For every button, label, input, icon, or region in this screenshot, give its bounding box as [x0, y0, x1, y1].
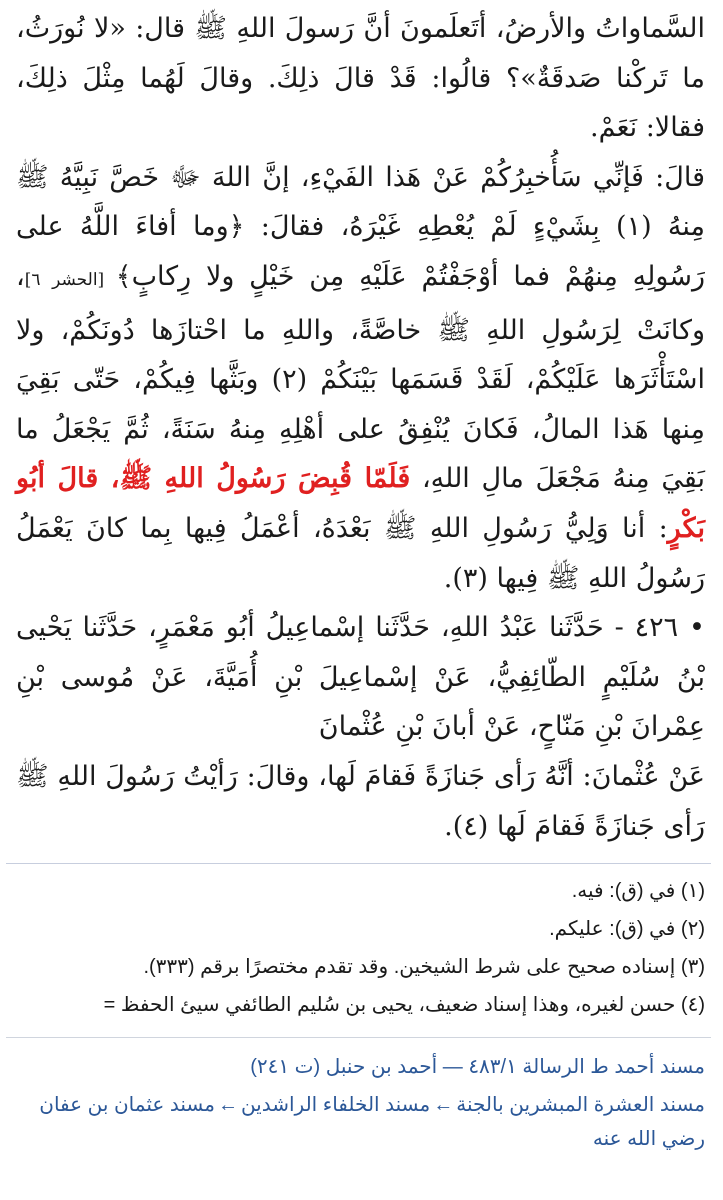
- breadcrumb-item-khulafa[interactable]: مسند الخلفاء الراشدين: [240, 1094, 431, 1117]
- book-citation-link[interactable]: [16, 1050, 705, 1084]
- footnote-3: (٣) إسناده صحيح على شرط الشيخين. وقد تقدم مختصرًا برقم (٣٣٣).: [143, 956, 705, 979]
- footnote-4: (٤) حسن لغيره، وهذا إسناد ضعيف، يحيى بن سُليم الطائفي سيئ الحفظ =: [103, 994, 705, 1017]
- paragraph-2: [16, 153, 705, 603]
- hadith-text: [16, 0, 705, 851]
- breadcrumb-item-ashara[interactable]: مسند العشرة المبشرين بالجنة: [456, 1094, 705, 1117]
- arrow-left-icon: ←: [433, 1094, 454, 1117]
- quran-verse: ﴿وما أفاءَ اللَّهُ على رَسُولِهِ مِنهُمْ فما أوْجَفْتُمْ عَلَيْهِ مِن خَيْلٍ ولا رِكابٍ﴾: [16, 211, 705, 292]
- footnote-1: (١) في (ق): فيه.: [571, 880, 705, 903]
- highlighted-text: فَلَمّا قُبِضَ رَسُولُ اللهِ ﷺ، قالَ أبُو بَكْرٍ: [16, 463, 705, 544]
- arrow-left-icon: ←: [217, 1094, 238, 1117]
- footnote-divider: [6, 863, 711, 864]
- paragraph-2-part-b: ، وكانَتْ لِرَسُولِ اللهِ ﷺ خاصَّةً، واللهِ ما احْتازَها دُونَكُمْ، ولا اسْتَأْثَرَها عَلَيْكُمْ، لَقَدْ قَسَمَها بَيْنَكُمْ (٢) وبَثَّها فِيكُمْ، حَتّى بَقِيَ مِنها هَذا المالُ، فَكانَ يُنْفِقُ على أهْلِهِ مِنهُ سَنَةً، ثُمَّ يَجْعَلُ ما بَقِيَ مِنهُ مَجْعَلَ مالِ اللهِ،: [16, 260, 706, 495]
- source-divider: [6, 1037, 711, 1038]
- verse-reference: [الحشر ٦]: [24, 269, 116, 290]
- footnotes: [16, 874, 705, 1023]
- book-citation[interactable]: مسند أحمد ط الرسالة ٤٨٣/١ — أحمد بن حنبل (ت ٢٤١): [250, 1056, 705, 1079]
- paragraph-1: السَّماواتُ والأرضُ، أتَعلَمونَ أنَّ رَسولَ اللهِ ﷺ قال: «لا نُورَثُ، ما تَركْنا صَدقَةٌ»؟ قالُوا: قَدْ قالَ ذلِكَ. وقالَ لَهُما مِثْلَ ذلِكَ، فقالا: نَعَمْ.: [16, 13, 705, 144]
- paragraph-2-part-a: قالَ: فَإنِّي سَأُخبِرُكُمْ عَنْ هَذا الفَيْءِ، إنَّ اللهَ ﷻ خَصَّ نَبِيَّهُ ﷺ مِنهُ (١) بِشَيْءٍ لَمْ يُعْطِهِ غَيْرَهُ، فقالَ:: [16, 161, 706, 243]
- hadith-426-chain: • ٤٢٦ - حَدَّثَنا عَبْدُ اللهِ، حَدَّثَنا إسْماعِيلُ أبُو مَعْمَرٍ، حَدَّثَنا يَحْيى بْنُ سُلَيْمٍ الطّائِفِيُّ، عَنْ إسْماعِيلَ بْنِ أُمَيَّةَ، عَنْ مُوسى بْنِ عِمْرانَ بْنِ مَنّاحٍ، عَنْ أبانَ بْنِ عُثْمانَ: [16, 612, 705, 743]
- paragraph-2-part-c: : أنا وَلِيُّ رَسُولِ اللهِ ﷺ بَعْدَهُ، أعْمَلُ فِيها بِما كانَ يَعْمَلُ رَسُولُ اللهِ ﷺ فِيها (٣).: [16, 512, 705, 594]
- breadcrumb: [16, 1088, 705, 1156]
- source-info: [16, 1050, 705, 1156]
- footnote-2: (٢) في (ق): عليكم.: [549, 918, 705, 941]
- hadith-426-text: عَنْ عُثْمانَ: أنَّهُ رَأى جَنازَةً فَقامَ لَها، وقالَ: رَأيْتُ رَسُولَ اللهِ ﷺ رَأى جَنازَةً فَقامَ لَها (٤).: [16, 760, 705, 842]
- breadcrumb-item-uthman[interactable]: مسند عثمان بن عفان رضي الله عنه: [39, 1094, 705, 1151]
